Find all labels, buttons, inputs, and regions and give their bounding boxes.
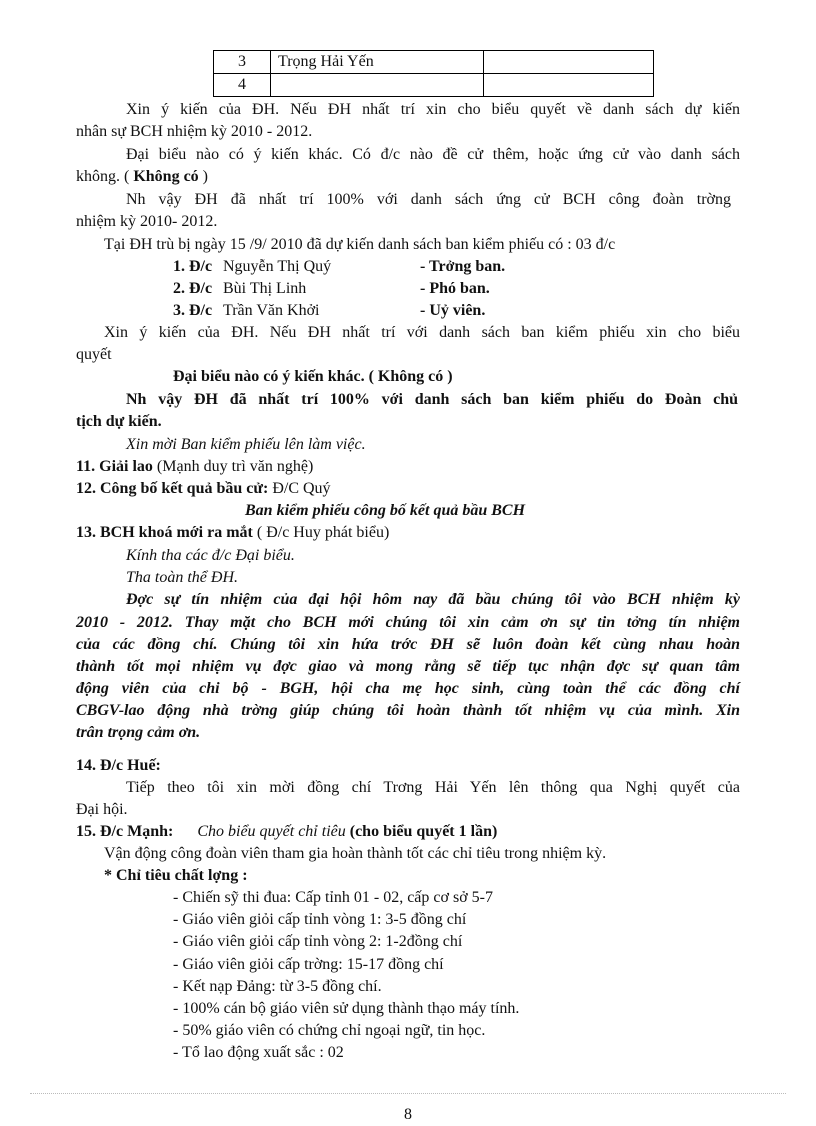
text-span: 15. Đ/c Mạnh: [76, 823, 174, 840]
table-cell-number: 4 [214, 74, 271, 97]
committee-number: 1. Đ/c [173, 258, 213, 275]
greeting-line: Tha toàn thể ĐH. [126, 569, 238, 586]
speech-line: Đợc sự tín nhiệm của đại hội hôm nay đã bầu chúng tôi vào BCH nhiệm kỳ [126, 591, 740, 608]
text-span: (cho biểu quyết 1 lần) [349, 823, 498, 840]
committee-role: - Uỷ viên. [420, 302, 486, 319]
speech-line: trân trọng cảm ơn. [76, 724, 201, 741]
quality-heading: * Chỉ tiêu chất lợng : [104, 867, 248, 884]
list-item: - Giáo viên giỏi cấp tỉnh vòng 1: 3-5 đồng chí [173, 911, 467, 928]
table-cell-name [271, 74, 484, 97]
announcement-line: Ban kiểm phiếu công bố kết quả bầu BCH [245, 502, 526, 519]
paragraph-line: tịch dự kiến. [76, 413, 162, 430]
paragraph-line: Tiếp theo tôi xin mời đồng chí Trơng Hải Yến lên thông qua Nghị quyết của [126, 779, 740, 796]
agenda-item-11 [76, 456, 313, 478]
table-row [214, 74, 654, 97]
paragraph-line: Vận động công đoàn viên tham gia hoàn thành tốt các chỉ tiêu trong nhiệm kỳ. [104, 845, 607, 862]
paragraph-line: Nh vậy ĐH đã nhất trí 100% với danh sách ứng cử BCH công đoàn trờng [126, 191, 731, 208]
table-cell-number: 3 [214, 51, 271, 74]
speech-line: của các đồng chí. Chúng tôi xin hứa trớc ĐH sẽ luôn đoàn kết cùng nhau hoàn [76, 636, 740, 653]
paragraph-line: Tại ĐH trù bị ngày 15 /9/ 2010 đã dự kiến danh sách ban kiểm phiếu có : 03 đ/c [104, 236, 616, 253]
agenda-item-15 [76, 821, 497, 843]
list-item: - Chiến sỹ thi đua: Cấp tỉnh 01 - 02, cấp cơ sở 5-7 [173, 889, 493, 906]
greeting-line: Kính tha các đ/c Đại biểu. [126, 547, 295, 564]
footer-divider [30, 1093, 786, 1094]
committee-role: - Phó ban. [420, 280, 490, 297]
text-span: (Mạnh duy trì văn nghệ) [152, 458, 314, 475]
text-span: 11. Giải lao [76, 458, 153, 475]
page-number: 8 [404, 1106, 412, 1123]
paragraph-line: Nh vậy ĐH đã nhất trí 100% với danh sách ban kiểm phiếu do Đoàn chủ [126, 391, 738, 408]
table-row [214, 51, 654, 74]
text-span: 13. BCH khoá mới ra mắt [76, 524, 253, 541]
committee-name: Nguyễn Thị Quý [223, 258, 332, 275]
paragraph-line: Đại biểu nào có ý kiến khác. ( Không có ) [173, 368, 453, 385]
text-span: Đ/C Quý [268, 480, 331, 497]
list-item: - Giáo viên giỏi cấp tỉnh vòng 2: 1-2đồng chí [173, 933, 463, 950]
paragraph-line: nhiệm kỳ 2010- 2012. [76, 213, 218, 230]
text-span: ( Đ/c Huy phát biểu) [252, 524, 390, 541]
speech-line: 2010 - 2012. Thay mặt cho BCH mới chúng tôi xin cảm ơn sự tin tởng tín nhiệm [76, 614, 740, 631]
paragraph-line: Xin ý kiến của ĐH. Nếu ĐH nhất trí với danh sách ban kiểm phiếu xin cho biểu [104, 324, 740, 341]
paragraph-line: nhân sự BCH nhiệm kỳ 2010 - 2012. [76, 123, 313, 140]
text-span: không. ( [76, 168, 134, 185]
paragraph-line: Đại biểu nào có ý kiến khác. Có đ/c nào đề cử thêm, hoặc ứng cử vào danh sách [126, 146, 740, 163]
table-cell-note [484, 74, 654, 97]
paragraph-line: quyết [76, 346, 112, 363]
text-span: Không có [133, 168, 199, 185]
speech-line: thành tốt mọi nhiệm vụ đợc giao và mong rằng sẽ tiếp tục nhận đợc sự quan tâm [76, 658, 740, 675]
paragraph-line: Xin mời Ban kiểm phiếu lên làm việc. [126, 436, 366, 453]
agenda-item-14: 14. Đ/c Huế: [76, 757, 161, 774]
speech-line: CBGV-lao động nhà trờng giúp chúng tôi hoàn thành tốt nhiệm vụ của mình. Xin [76, 702, 740, 719]
paragraph-line: Đại hội. [76, 801, 128, 818]
paragraph-line [76, 166, 208, 188]
committee-role: - Trởng ban. [420, 258, 506, 275]
table-cell-note [484, 51, 654, 74]
agenda-item-12 [76, 478, 331, 500]
agenda-item-13 [76, 522, 389, 544]
table-cell-name: Trọng Hải Yến [271, 51, 484, 74]
list-item: - 50% giáo viên có chứng chỉ ngoại ngữ, tin học. [173, 1022, 486, 1039]
list-item: - Tổ lao động xuất sắc : 02 [173, 1044, 344, 1061]
list-item: - 100% cán bộ giáo viên sử dụng thành thạo máy tính. [173, 1000, 520, 1017]
candidate-table [213, 50, 654, 97]
list-item: - Giáo viên giỏi cấp trờng: 15-17 đồng chí [173, 956, 444, 973]
committee-number: 2. Đ/c [173, 280, 213, 297]
paragraph-line: Xin ý kiến của ĐH. Nếu ĐH nhất trí xin cho biểu quyết về danh sách dự kiến [126, 101, 740, 118]
text-span: Cho biểu quyết chỉ tiêu [197, 823, 346, 840]
committee-name: Trần Văn Khởi [223, 302, 320, 319]
speech-line: động viên của chi bộ - BGH, hội cha mẹ học sinh, cùng toàn thể các đồng chí [76, 680, 740, 697]
text-span: ) [198, 168, 208, 185]
committee-number: 3. Đ/c [173, 302, 213, 319]
committee-name: Bùi Thị Linh [223, 280, 307, 297]
list-item: - Kết nạp Đảng: từ 3-5 đồng chí. [173, 978, 382, 995]
text-span: 12. Công bố kết quả bầu cử: [76, 480, 269, 497]
